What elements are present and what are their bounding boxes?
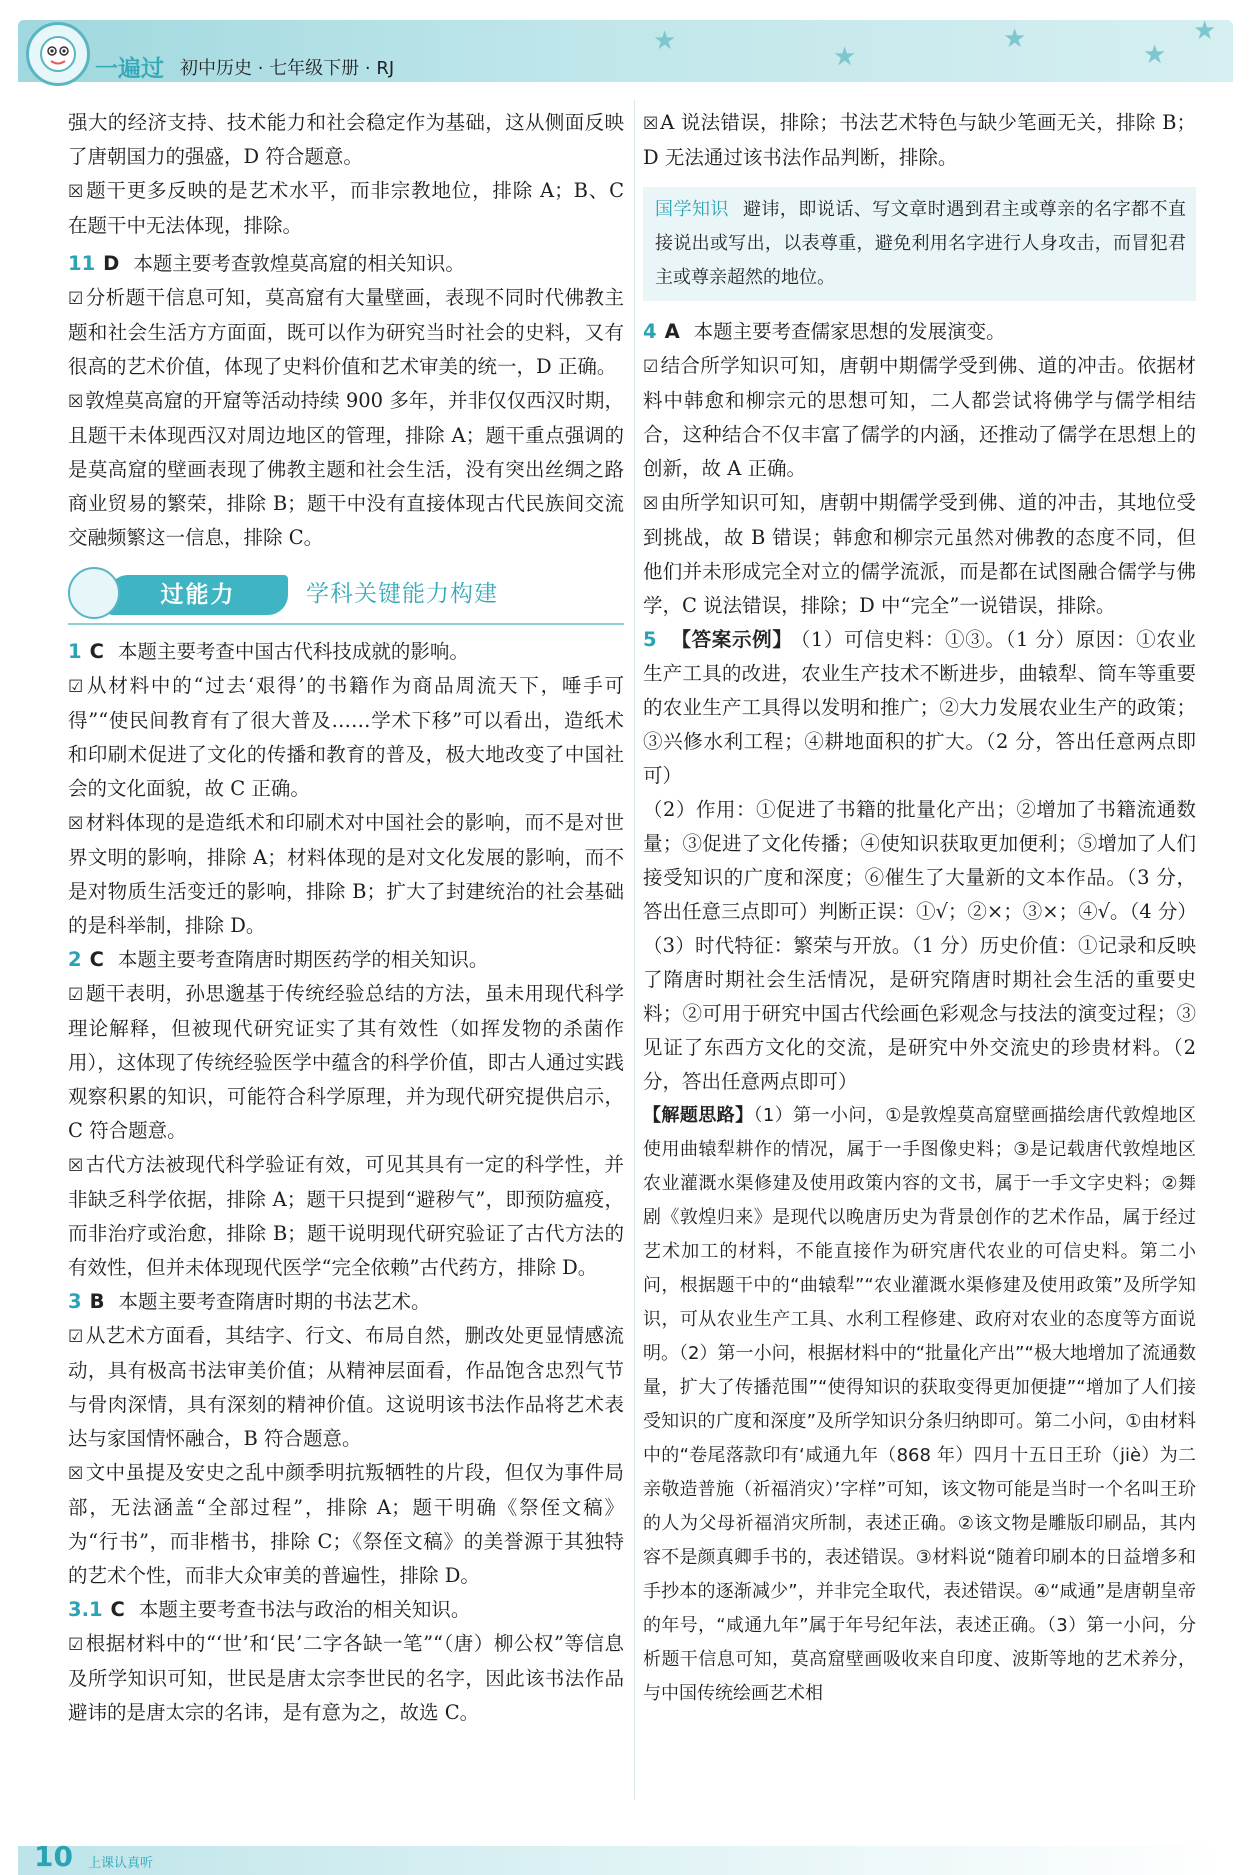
check-box-icon: ☑: [68, 985, 84, 1005]
correct-analysis: ☑ 分析题干信息可知，莫高窟有大量壁画，表现不同时代佛教主题和社会生活方方面面，既可以作为研究当时社会的史料，又有很高的艺术价值，体现了史料价值和艺术审美的统一，D 正确。: [68, 286, 624, 378]
question-number: 3.1: [68, 1598, 103, 1621]
question-intro: 本题主要考查儒家思想的发展演变。: [693, 320, 1006, 343]
guoxue-knowledge-box: [643, 187, 1196, 301]
footer-label: 上课认真听: [88, 1856, 154, 1871]
book-subject: 初中历史 · 七年级下册 · RJ: [180, 58, 395, 79]
check-box-icon: ☑: [643, 357, 659, 377]
answer-letter: D: [103, 252, 120, 275]
brand-logo: 一遍过: [95, 56, 164, 82]
wrong-analysis: ☒ 古代方法被现代科学验证有效，可见其具有一定的科学性，并非缺乏科学依据，排除 A；题干只提到“避秽气”，即预防瘟疫，而非治疗或治愈，排除 B；题干说明现代研究验证了古代方法的有效性，但并未体现现代医学“完全依赖”古代药方，排除 D。: [68, 1153, 624, 1279]
answer-letter: C: [89, 948, 104, 971]
star-mascot-icon: [68, 567, 120, 619]
check-box-icon: ☑: [68, 1327, 84, 1347]
banner-rule: [68, 623, 624, 625]
question-1: [68, 635, 624, 669]
check-box-icon: ☑: [68, 289, 84, 309]
question-3: [68, 1285, 624, 1319]
correct-analysis: ☑ 根据材料中的“‘世’和‘民’二字各缺一笔”“（唐）柳公权”等信息及所学知识可知，世民是唐太宗李世民的名字，因此该书法作品避讳的是唐太宗的名讳，是有意为之，故选 C。: [68, 1632, 624, 1724]
right-column: [643, 106, 1196, 1711]
answer-tag: 【答案示例】: [671, 628, 793, 651]
correct-analysis: ☑ 从艺术方面看，其结字、行文、布局自然，删改处更显情感流动，具有极高书法审美价值；从精神层面看，作品饱含忠烈气节与骨肉深情，具有深刻的精神价值。这说明该书法作品将艺术表达与家国情怀融合，B 符合题意。: [68, 1324, 624, 1450]
section-title: 过能力: [108, 575, 288, 615]
check-box-icon: ☑: [68, 677, 84, 697]
section-banner: [68, 565, 624, 627]
solution-tag: 【解题思路】: [643, 1105, 754, 1126]
wrong-analysis: ☒ 材料体现的是造纸术和印刷术对中国社会的影响，而不是对世界文明的影响，排除 A；材料体现的是对文化发展的影响，而不是对物质生活变迁的影响，排除 B；扩大了封建统治的社会基础的是科举制，排除 D。: [68, 811, 624, 937]
question-4: [643, 315, 1196, 349]
wrong-analysis: ☒ A 说法错误，排除；书法艺术特色与缺少笔画无关，排除 B；D 无法通过该书法作品判断，排除。: [643, 111, 1196, 169]
box-tag: 国学知识: [655, 199, 729, 220]
question-number: 2: [68, 948, 82, 971]
correct-analysis: ☑ 从材料中的“过去‘艰得’的书籍作为商品周流天下，唾手可得”“使民间教育有了很大普及……学术下移”可以看出，造纸术和印刷术促进了文化的传播和教育的普及，极大地改变了中国社会的文化面貌，故 C 正确。: [68, 674, 624, 800]
correct-analysis: ☑ 结合所学知识可知，唐朝中期儒学受到佛、道的冲击。依据材料中韩愈和柳宗元的思想可知，二人都尝试将佛学与儒学相结合，这种结合不仅丰富了儒学的内涵，还推动了儒学在思想上的创新，故 A 正确。: [643, 354, 1196, 480]
cross-box-icon: ☒: [68, 1464, 84, 1484]
question-5: [643, 623, 1196, 793]
solution-approach: [643, 1099, 1196, 1711]
continued-paragraph: 强大的经济支持、技术能力和社会稳定作为基础，这从侧面反映了唐朝国力的强盛，D 符合题意。: [68, 111, 624, 168]
question-intro: 本题主要考查隋唐时期的书法艺术。: [118, 1290, 431, 1313]
left-column: [68, 106, 624, 1730]
box-text: 避讳，即说话、写文章时遇到君主或尊亲的名字都不直接说出或写出，以表尊重，避免利用名字进行人身攻击，而冒犯君主或尊亲超然的地位。: [655, 199, 1187, 288]
answer-letter: C: [110, 1598, 125, 1621]
question-number: 3: [68, 1290, 82, 1313]
star-decoration: ★ ★ ★ ★ ★: [653, 20, 1217, 72]
question-number: 1: [68, 640, 82, 663]
answer-part-2: （2）作用：①促进了书籍的批量化产出；②增加了书籍流通数量；③促进了文化传播；④使知识获取更加便利；⑤增加了人们接受知识的广度和深度；⑥催生了大量新的文本作品。（3 分，答出任意三点即可）判断正误：①√；②×；③×；④√。（4 分）: [643, 798, 1197, 923]
page-number: 10: [34, 1840, 73, 1873]
correct-analysis: ☑ 题干表明，孙思邈基于传统经验总结的方法，虽未用现代科学理论解释，但被现代研究证实了其有效性（如挥发物的杀菌作用），这体现了传统经验医学中蕴含的科学价值，即古人通过实践观察积累的知识，可能符合科学原理，并为现代研究提供启示，C 符合题意。: [68, 982, 624, 1142]
question-2: [68, 943, 624, 977]
cross-box-icon: ☒: [68, 182, 84, 202]
question-intro: 本题主要考查敦煌莫高窟的相关知识。: [133, 252, 465, 275]
cross-box-icon: ☒: [643, 494, 659, 514]
mascot-logo-icon: [26, 22, 90, 86]
column-divider: [634, 100, 635, 1800]
wrong-analysis: ☒ 由所学知识可知，唐朝中期儒学受到佛、道的冲击，其地位受到挑战，故 B 错误；韩愈和柳宗元虽然对佛教的态度不同，但他们并未形成完全对立的儒学流派，而是都在试图融合儒学与佛学，C 说法错误，排除；D 中“完全”一说错误，排除。: [643, 491, 1196, 617]
question-3-1: [68, 1593, 624, 1627]
question-11: [68, 247, 624, 281]
cross-box-icon: ☒: [643, 114, 659, 134]
answer-letter: C: [89, 640, 104, 663]
section-subtitle: 学科关键能力构建: [306, 581, 498, 607]
question-number: 4: [643, 320, 657, 343]
wrong-analysis: ☒ 文中虽提及安史之乱中颜季明抗叛牺牲的片段，但仅为事件局部，无法涵盖“全部过程”，排除 A；题干明确《祭侄文稿》为“行书”，而非楷书，排除 C；《祭侄文稿》的美誉源于其独特的艺术个性，而非大众审美的普遍性，排除 D。: [68, 1461, 624, 1587]
answer-part-1: （1）可信史料：①③。（1 分）原因：①农业生产工具的改进，农业生产技术不断进步，曲辕犁、筒车等重要的农业生产工具得以发明和推广；②大力发展农业生产的政策；③兴修水利工程；④耕地面积的扩大。（2 分，答出任意两点即可）: [643, 628, 1196, 787]
footer-bar: [18, 1846, 1233, 1875]
cross-box-icon: ☒: [68, 392, 84, 412]
question-number: 5: [643, 628, 657, 651]
solution-text: （1）第一小问，①是敦煌莫高窟壁画描绘唐代敦煌地区使用曲辕犁耕作的情况，属于一手图像史料；③是记载唐代敦煌地区农业灌溉水渠修建及使用政策内容的文书，属于一手文字史料；②舞剧《敦煌归来》是现代以晚唐历史为背景创作的艺术作品，属于经过艺术加工的材料，不能直接作为研究唐代农业的可信史料。第二小问，根据题干中的“曲辕犁”“农业灌溉水渠修建及使用政策”及所学知识，可从农业生产工具、水利工程修建、政府对农业的态度等方面说明。（2）第一小问，根据材料中的“批量化产出”“极大地增加了流通数量，扩大了传播范围”“使得知识的获取变得更加便捷”“增加了人们接受知识的广度和深度”及所学知识分条归纳即可。第二小问，①由材料中的“卷尾落款印有‘咸通九年（868 年）四月十五日王玠（jiè）为二亲敬造普施（祈福消灾）’字样”可知，该文物可能是当时一个名叫王玠的人为父母祈福消灾所制，表述正确。②该文物是雕版印刷品，其内容不是颜真卿手书的，表述错误。③材料说“随着印刷本的日益增多和手抄本的逐渐减少”，并非完全取代，表述错误。④“咸通”是唐朝皇帝的年号，“咸通九年”属于年号纪年法，表述正确。（3）第一小问，分析题干信息可知，莫高窟壁画吸收来自印度、波斯等地的艺术养分，与中国传统绘画艺术相: [643, 1105, 1196, 1704]
answer-letter: A: [664, 320, 680, 343]
answer-letter: B: [89, 1290, 105, 1313]
wrong-analysis: ☒ 题干更多反映的是艺术水平，而非宗教地位，排除 A；B、C 在题干中无法体现，排除。: [68, 179, 624, 237]
question-intro: 本题主要考查隋唐时期医药学的相关知识。: [117, 948, 489, 971]
question-intro: 本题主要考查中国古代科技成就的影响。: [117, 640, 469, 663]
wrong-analysis: ☒ 敦煌莫高窟的开窟等活动持续 900 多年，并非仅仅西汉时期，且题干未体现西汉对周边地区的管理，排除 A；题干重点强调的是莫高窟的壁画表现了佛教主题和社会生活，没有突出丝绸之路商业贸易的繁荣，排除 B；题干中没有直接体现古代民族间交流交融频繁这一信息，排除 C。: [68, 389, 624, 549]
question-intro: 本题主要考查书法与政治的相关知识。: [138, 1598, 471, 1621]
cross-box-icon: ☒: [68, 814, 84, 834]
answer-part-3: （3）时代特征：繁荣与开放。（1 分）历史价值：①记录和反映了隋唐时期社会生活情况，是研究隋唐时期社会生活的重要史料；②可用于研究中国古代绘画色彩观念与技法的演变过程；③见证了东西方文化的交流，是研究中外交流史的珍贵材料。（2 分，答出任意两点即可）: [643, 934, 1196, 1093]
question-number: 11: [68, 252, 96, 275]
check-box-icon: ☑: [68, 1635, 84, 1655]
cross-box-icon: ☒: [68, 1156, 84, 1176]
